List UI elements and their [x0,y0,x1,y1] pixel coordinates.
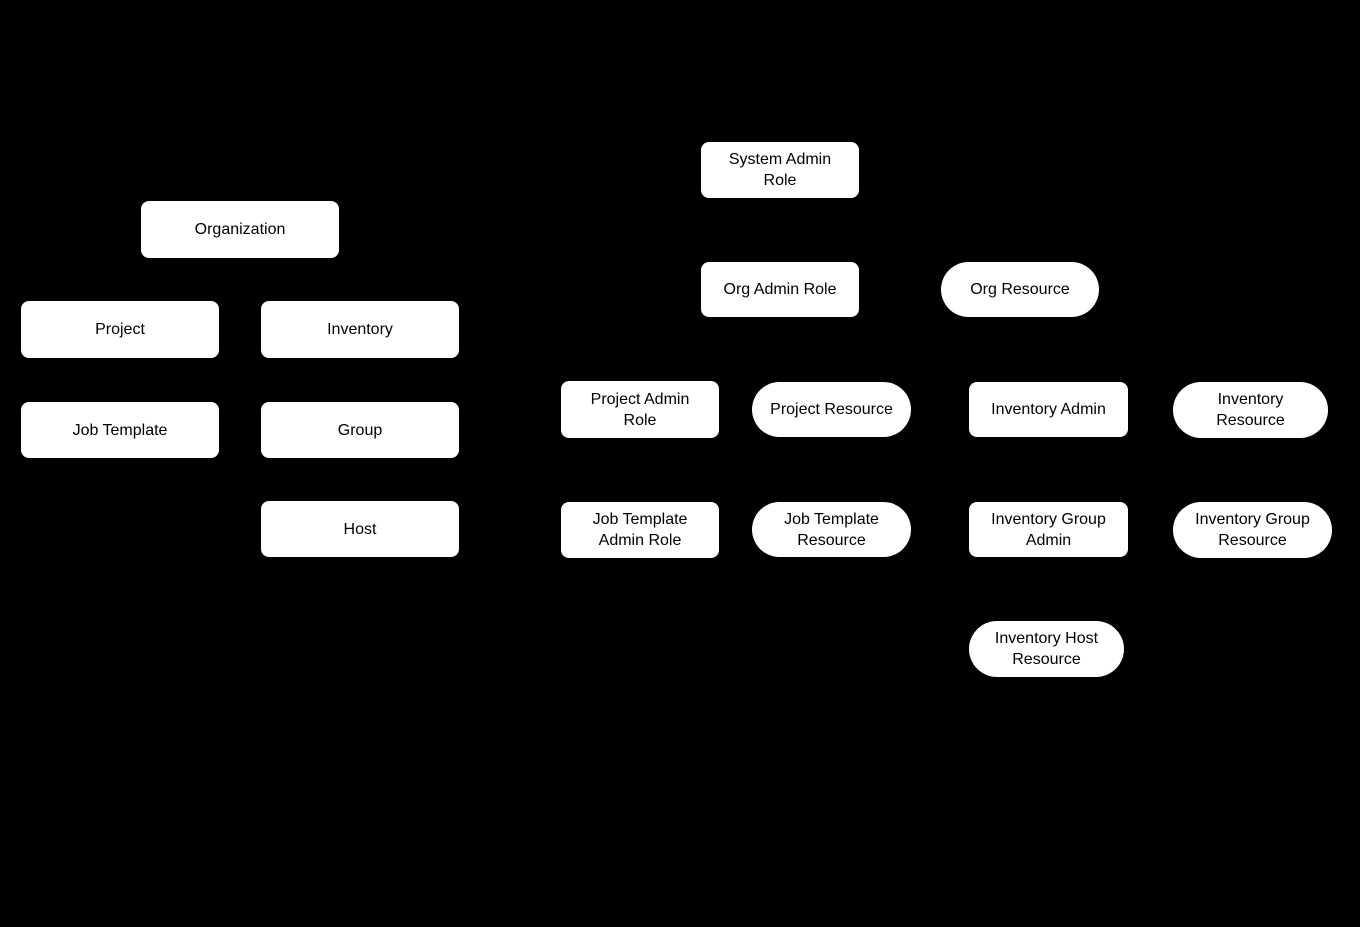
node-label-line: Inventory [327,321,393,338]
inventory-host-resource-node [969,621,1124,677]
inventory-group-admin-node [969,502,1128,557]
node-label-line: Project Resource [770,401,893,418]
inventory-admin-node [969,382,1128,437]
node-label-line: Inventory Host [994,630,1099,647]
node-label-line: Resource [1012,651,1081,668]
node-label-line: Host [343,520,377,538]
node-label-line: Job Template [784,510,879,528]
node-label-line: Resource [797,531,866,549]
node-label-line: Inventory Group [991,510,1106,528]
node-label-line: Inventory [1217,391,1284,408]
node-label-line: Admin Role [598,532,682,549]
job-template-node [21,402,219,458]
node-label-line: Organization [194,221,286,238]
node-label-line: Project Admin [590,390,690,408]
project-node [21,301,219,358]
node-label-line: Inventory Admin [991,401,1106,418]
node-label-line: Role [623,411,657,429]
node-label-line: Job Template [592,511,688,528]
job-template-resource-node [752,502,911,557]
node-label-line: System Admin [728,151,832,168]
group-node [261,402,459,458]
node-label-line: Project [95,321,145,338]
organization-node [141,201,339,258]
org-resource-node [941,262,1099,317]
node-label-line: Job Template [72,421,168,439]
node-label-line: Group [337,421,383,439]
node-label-line: Role [763,172,797,189]
org-admin-role-node [701,262,859,317]
project-admin-role-node [561,381,719,438]
inventory-resource-node [1173,382,1328,438]
node-label-line: Org Resource [970,281,1070,298]
inventory-group-resource-node [1173,502,1332,558]
job-template-admin-role-node [561,502,719,558]
host-node [261,501,459,557]
node-label-line: Resource [1216,412,1285,429]
node-label-line: Org Admin Role [723,281,837,298]
system-admin-role-node [701,142,859,198]
inventory-node [261,301,459,358]
node-label-line: Admin [1025,531,1072,549]
node-label-line: Inventory Group [1195,511,1310,528]
node-label-line: Resource [1218,532,1287,549]
project-resource-node [752,382,911,437]
